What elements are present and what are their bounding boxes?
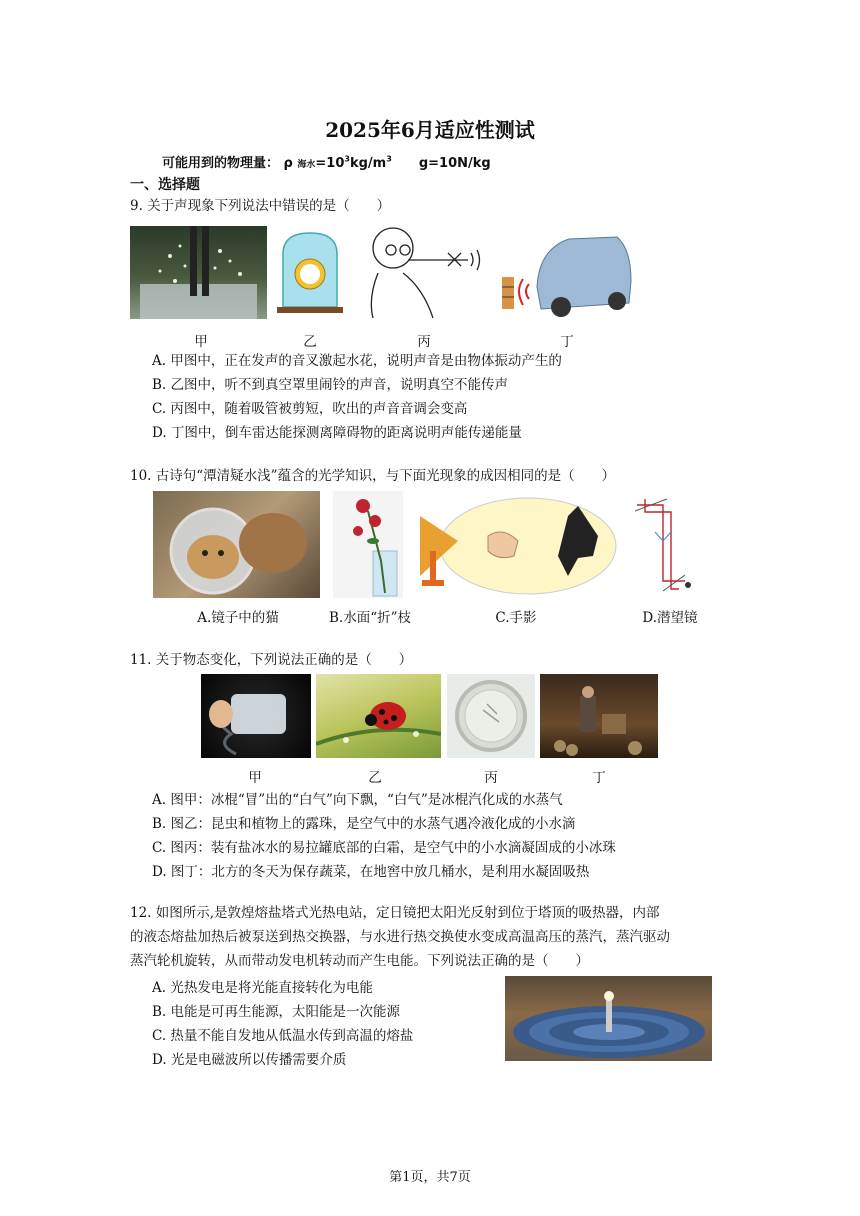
q12-option-b: B. 电能是可再生能源，太阳能是一次能源 [152, 1004, 401, 1020]
q9-caption-yi: 乙 [303, 334, 317, 350]
q12-option-a: A. 光热发电是将光能直接转化为电能 [152, 980, 373, 996]
q11-image-ladybug [316, 674, 441, 758]
question-12-stem-line-3: 蒸汽轮机旋转，从而带动发电机转动而产生电能。下列说法正确的是（ ） [130, 953, 589, 969]
q9-caption-jia: 甲 [194, 334, 208, 350]
rho-unit-exponent: 3 [386, 154, 392, 164]
q9-image-bell-jar [273, 229, 347, 315]
question-12-stem-line-2: 的液态熔盐加热后被泵送到热交换器，与水进行热交换使水变成高温高压的蒸汽，蒸汽驱动 [130, 929, 670, 945]
q9-option-a: A. 甲图中，正在发声的音叉激起水花，说明声音是由物体振动产生的 [152, 353, 562, 369]
page-footer: 第1页，共7页 [389, 1170, 471, 1185]
q9-image-straw-whistle [363, 218, 487, 318]
q9-option-b: B. 乙图中，听不到真空罩里闹铃的声音，说明真空不能传声 [152, 377, 509, 393]
q12-image-solar-tower [505, 976, 712, 1061]
rho-symbol: ρ [283, 156, 293, 171]
section-heading: 一、选择题 [130, 177, 200, 193]
g-constant: g=10N/kg [418, 156, 491, 171]
q11-option-a: A. 图甲：冰棍“冒”出的“白气”向下飘，“白气”是冰棍汽化成的水蒸气 [152, 792, 563, 808]
question-9-stem: 9. 关于声现象下列说法中错误的是（ ） [130, 198, 391, 214]
q11-option-b: B. 图乙：昆虫和植物上的露珠，是空气中的水蒸气遇冷液化成的小水滴 [152, 816, 576, 832]
q11-caption-jia: 甲 [248, 770, 262, 786]
q10-caption-a: A.镜子中的猫 [197, 610, 279, 626]
q10-caption-b: B.水面“折”枝 [328, 610, 411, 626]
rho-value: =10 [315, 156, 345, 171]
q9-image-tuning-fork [130, 226, 267, 319]
rho-subscript: 海水 [297, 160, 316, 170]
q11-image-popsicle [201, 674, 311, 758]
q9-option-d: D. 丁图中，倒车雷达能探测离障碍物的距离说明声能传递能量 [152, 425, 522, 441]
q9-caption-bing: 丙 [417, 334, 431, 350]
q9-caption-ding: 丁 [560, 334, 574, 350]
physical-constants [162, 152, 491, 171]
q11-image-cellar [540, 674, 658, 758]
page-title: 2025年6月适应性测试 [325, 118, 535, 142]
q11-caption-bing: 丙 [484, 770, 498, 786]
question-11-stem: 11. 关于物态变化，下列说法正确的是（ ） [130, 652, 413, 668]
question-10-stem: 10. 古诗句“潭清疑水浅”蕴含的光学知识，与下面光现象的成因相同的是（ ） [130, 468, 616, 484]
q11-caption-yi: 乙 [368, 770, 382, 786]
q10-caption-d: D.潜望镜 [642, 610, 698, 626]
question-12-stem-line-1: 12. 如图所示,是敦煌熔盐塔式光热电站，定日镜把太阳光反射到位于塔顶的吸热器，内部 [130, 905, 660, 921]
q11-caption-ding: 丁 [592, 770, 606, 786]
rho-unit: kg/m [349, 156, 387, 171]
q12-option-c: C. 热量不能自发地从低温水传到高温的熔盐 [152, 1028, 414, 1044]
q12-option-d: D. 光是电磁波所以传播需要介质 [152, 1052, 347, 1068]
q9-option-c: C. 丙图中，随着吸管被剪短，吹出的声音音调会变高 [152, 401, 468, 417]
q10-image-hand-shadow [418, 496, 618, 598]
q10-caption-c: C.手影 [495, 610, 537, 626]
q11-image-frost-can [447, 674, 535, 758]
rho-exponent: 3 [344, 154, 350, 164]
constants-label: 可能用到的物理量： [162, 156, 280, 171]
q10-image-cat-mirror [153, 491, 320, 598]
q11-option-d: D. 图丁：北方的冬天为保存蔬菜，在地窖中放几桶水，是利用水凝固吸热 [152, 864, 590, 880]
q10-image-bent-branch [333, 491, 403, 598]
q11-option-c: C. 图丙：装有盐冰水的易拉罐底部的白霜，是空气中的小水滴凝固成的小冰珠 [152, 840, 616, 856]
q10-image-periscope [633, 497, 693, 599]
q9-image-parking-radar [499, 229, 633, 319]
